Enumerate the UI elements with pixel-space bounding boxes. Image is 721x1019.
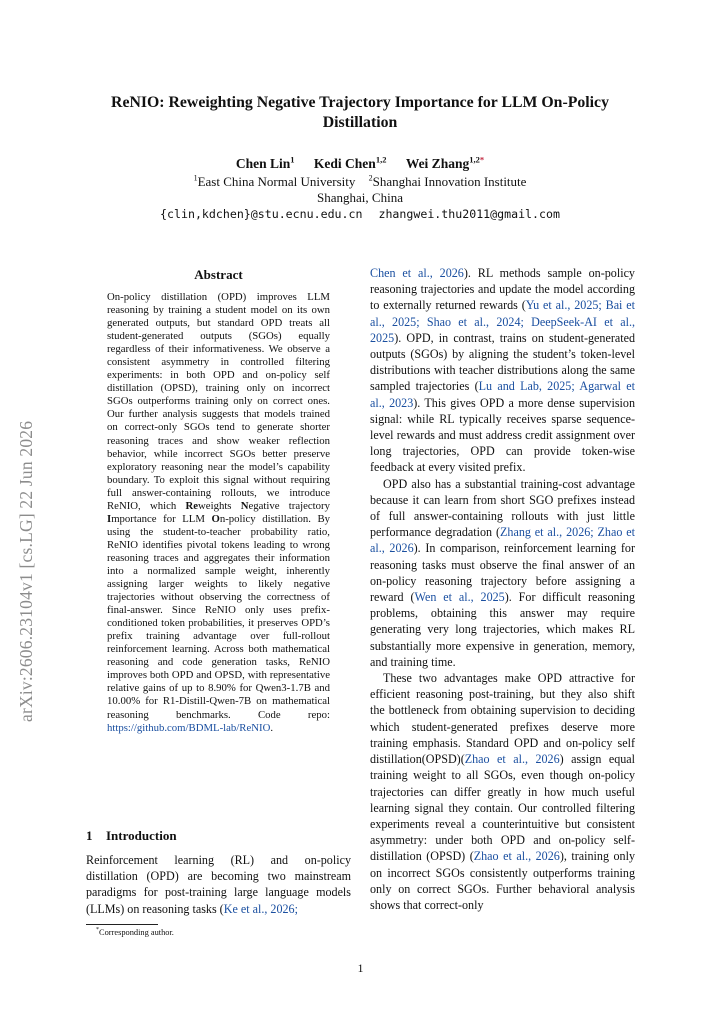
body-text: ). OPD, in contrast, trains on student-generated outputs (SGOs) by aligning the student’s token-level distributions with teacher distributions along the same sampled trajectories (: [370, 330, 635, 394]
author-affil-sup: 1,2: [375, 154, 387, 164]
author-name: Kedi Chen: [313, 155, 376, 171]
citation-link[interactable]: Yu et al., 2025; Bai et al., 2025; Shao et al., 2024; DeepSeek-AI et al., 2025: [370, 298, 635, 345]
paragraph: [370, 670, 635, 913]
email-1: {clin,kdchen}@stu.ecnu.edu.cn: [160, 207, 363, 221]
footnote: [96, 927, 174, 937]
section-title: Introduction: [106, 828, 177, 843]
paragraph-continued: [370, 265, 635, 476]
abstract-text: weights: [198, 499, 241, 512]
affil-sup: 1: [193, 174, 198, 183]
affil-sup: 2: [368, 174, 373, 183]
body-text: OPD also has a substantial training-cost advantage because it can learn from short SGO prefixes instead of full answer-containing rollouts with just little performance degradation (: [370, 476, 635, 540]
citation-link[interactable]: Zhang et al., 2026; Zhao et al., 2026: [370, 525, 636, 556]
paragraph: [370, 476, 635, 670]
title-line-1: ReNIO: Reweighting Negative Trajectory Importance for LLM On-Policy: [111, 94, 609, 111]
body-text: Reinforcement learning (RL) and on-policy distillation (OPD) are becoming two mainstream paradigms for post-training large language models (LLMs) on reasoning tasks (: [86, 853, 351, 916]
affiliation-2: [369, 174, 527, 189]
corresponding-mark[interactable]: *: [479, 154, 485, 164]
email-2: zhangwei.thu2011@gmail.com: [378, 207, 560, 221]
abstract-text: .: [270, 721, 274, 734]
author-2: [314, 156, 387, 171]
author-affil-sup: 1,2: [469, 154, 480, 164]
body-text: ). This gives OPD a more dense supervision signal: while RL typically receives sparse sequence-level rewards and must address credit assignment over long trajectories, OPD can provide token-wise feedback at every visited prefix.: [370, 395, 635, 475]
author-emails: [70, 207, 650, 221]
affiliation-city: Shanghai, China: [317, 190, 403, 205]
page-number: 1: [357, 961, 364, 975]
author-name: Wei Zhang: [405, 155, 470, 171]
title-line-2: Distillation: [322, 114, 398, 131]
author-list: [70, 154, 650, 172]
footnote-text: Corresponding author.: [99, 927, 174, 937]
affiliation-1: [194, 174, 356, 189]
citation-link[interactable]: Chen et al., 2026: [370, 266, 464, 280]
abstract-text: mportance for LLM: [111, 512, 212, 525]
paper-title: [70, 93, 650, 133]
citation-link[interactable]: Zhao et al., 2026: [473, 849, 560, 864]
body-text: ) assign equal training weight to all SGOs, even though on-policy trajectories can differ greatly in how much useful learning signal they contain. Our controlled filtering experiments reveal a counterintuitive but consistent asymmetry: under both OPD and on-policy self-distillation (OPSD) (: [370, 752, 636, 864]
affil-name: East China Normal University: [197, 174, 356, 190]
abstract-text: n-policy distillation. By using the student-to-teacher probability ratio, ReNIO identifies pivotal tokens leading to wrong reasoning traces and aggregates their information into a normalized sample weight, inherently assigning larger weights to likely negative trajectories without observing the correctness of final-answer. Since ReNIO only uses prefix-conditioned token probabilities, it preserves OPD’s prefix training advantage over full-rollout reinforcement learning. Across both mathematical reasoning and code generation tasks, ReNIO improves both OPD and OPSD, with representative relative gains of up to 8.90% for Qwen3-1.7B and 10.00% for R1-Distill-Qwen-7B on mathematical reasoning benchmarks. Code repo:: [107, 512, 331, 721]
author-3: [406, 156, 484, 171]
abstract-bold-letters: O: [211, 512, 220, 525]
body-text: ). For difficult reasoning problems, obtaining this answer may require generating very long trajectories, which makes RL substantially more expensive in generation, memory, and training time.: [370, 590, 636, 669]
body-text: ). RL methods sample on-policy reasoning trajectories and update the model according to externally returned rewards (: [370, 266, 635, 313]
author-affil-sup: 1: [290, 154, 295, 164]
citation-link[interactable]: Wen et al., 2025: [414, 590, 505, 605]
section-number: 1: [86, 828, 93, 843]
citation-link[interactable]: Lu and Lab, 2025; Agarwal et al., 2023: [370, 379, 635, 410]
abstract-heading: Abstract: [194, 267, 243, 282]
footnote-rule: [86, 924, 158, 925]
body-text: ), training only on incorrect SGOs consistently outperforms training only on correct SGOs. Further behavioral analysis shows that correct-only: [370, 849, 635, 912]
affiliations-line: [70, 174, 650, 190]
right-column: [370, 265, 635, 913]
citation-link[interactable]: Zhao et al., 2026: [464, 752, 560, 767]
abstract-bold-letters: I: [107, 512, 112, 525]
abstract-text: egative trajectory: [248, 499, 330, 512]
abstract-body: [107, 291, 330, 735]
author-1: [236, 156, 295, 171]
footnote-mark: *: [96, 927, 99, 933]
intro-paragraph: [86, 852, 351, 917]
section-heading-introduction: [86, 828, 177, 844]
citation-link[interactable]: Ke et al., 2026;: [223, 901, 298, 916]
abstract-bold-letters: Re: [185, 499, 199, 512]
affil-name: Shanghai Innovation Institute: [372, 174, 527, 190]
body-text: ). In comparison, reinforcement learning for reasoning tasks must observe the final answer of an on-policy reasoning trajectory before assigning a reward (: [370, 541, 635, 605]
body-text: These two advantages make OPD attractive for efficient reasoning post-training, but they also shift the bottleneck from obtaining supervision to deciding which student-generated prefixes deserve more training emphasis. Standard OPD and on-policy self distillation(OPSD)(: [370, 671, 635, 767]
abstract-bold-letters: N: [240, 499, 249, 512]
author-name: Chen Lin: [235, 155, 291, 171]
code-repo-link[interactable]: https://github.com/BDML-lab/ReNIO: [107, 721, 271, 734]
arxiv-stamp: arXiv:2606.23104v1 [cs.LG] 22 Jun 2026: [16, 420, 36, 722]
abstract-text: On-policy distillation (OPD) improves LLM reasoning by training a student model on its own generated outputs, but standard OPD treats all student-generated outputs (SGOs) equally regardless of their informativeness. We observe a consistent asymmetry in controlled filtering experiments: in both OPD and on-policy self distillation (OPSD), training only on incorrect SGOs outperforms training only on correct ones. Our further analysis suggests that models trained on correct-only SGOs tend to generate shorter reasoning traces and show weaker reflection behavior, while incorrect SGOs better preserve exploratory reasoning near the model’s capability boundary. To exploit this signal without requiring full answer-containing rollouts, we introduce ReNIO, which: [107, 291, 330, 512]
